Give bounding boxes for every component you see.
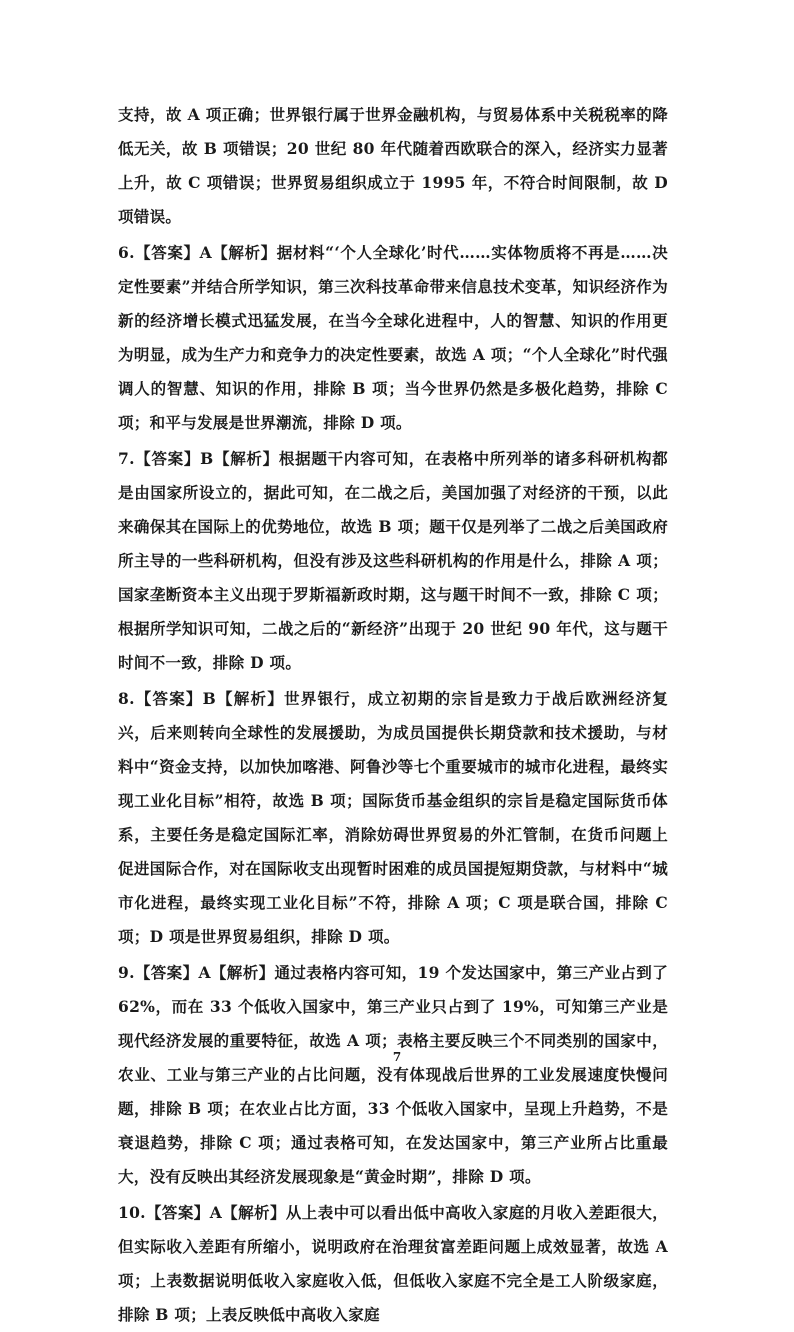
answer-9-paragraph: 9.【答案】A【解析】通过表格内容可知，19 个发达国家中，第三产业占到了 62%，而在 33 个低收入国家中，第三产业只占到了 19%，可知第三产业是现代经济发展的重要特征，故选 A 项；表格主要反映三个不同类别的国家中，农业、工业与第三产业的占比问题，没有体现战后世界的工业发展速度快慢问题，排除 B 项；在农业占比方面，33 个低收入国家中，呈现上升趋势，不是衰退趋势，排除 C 项；通过表格可知，在发达国家中，第三产业所占比重最大，没有反映出其经济发展现象是“黄金时期”，排除 D 项。 xyxy=(118,963,668,1186)
answer-10-paragraph: 10.【答案】A【解析】从上表中可以看出低中高收入家庭的月收入差距很大，但实际收入差距有所缩小，说明政府在治理贫富差距问题上成效显著，故选 A 项；上表数据说明低收入家庭收入低，但低收入家庭不完全是工人阶级家庭，排除 B 项；上表反映低中高收入家庭 xyxy=(118,1203,668,1324)
answer-7-paragraph: 7.【答案】B【解析】根据题干内容可知，在表格中所列举的诸多科研机构都是由国家所设立的，据此可知，在二战之后，美国加强了对经济的干预，以此来确保其在国际上的优势地位，故选 B 项；题干仅是列举了二战之后美国政府所主导的一些科研机构，但没有涉及这些科研机构的作用是什么，排除 A 项；国家垄断资本主义出现于罗斯福新政时期，这与题干时间不一致，排除 C 项；根据所学知识可知，二战之后的“新经济”出现于 20 世纪 90 年代，这与题干时间不一致，排除 D 项。 xyxy=(118,449,668,672)
paragraph-continued: 支持，故 A 项正确；世界银行属于世界金融机构，与贸易体系中关税税率的降低无关，故 B 项错误；20 世纪 80 年代随着西欧联合的深入，经济实力显著上升，故 C 项错误；世界贸易组织成立于 1995 年，不符合时间限制，故 D 项错误。 xyxy=(118,105,668,226)
answer-8-paragraph: 8.【答案】B【解析】世界银行，成立初期的宗旨是致力于战后欧洲经济复兴，后来则转向全球性的发展援助，为成员国提供长期贷款和技术援助，与材料中“资金支持，以加快加喀港、阿鲁沙等七个重要城市的城市化进程，最终实现工业化目标”相符，故选 B 项；国际货币基金组织的宗旨是稳定国际货币体系，主要任务是稳定国际汇率，消除妨碍世界贸易的外汇管制，在货币问题上促进国际合作，对在国际收支出现暂时困难的成员国提短期贷款，与材料中“城市化进程，最终实现工业化目标”不符，排除 A 项；C 项是联合国，排除 C 项；D 项是世界贸易组织，排除 D 项。 xyxy=(118,689,668,946)
answer-6-paragraph: 6.【答案】A【解析】据材料“‘个人全球化’时代……实体物质将不再是……决定性要素”并结合所学知识，第三次科技革命带来信息技术变革，知识经济作为新的经济增长模式迅猛发展，在当今全球化进程中，人的智慧、知识的作用更为明显，成为生产力和竞争力的决定性要素，故选 A 项；“个人全球化”时代强调人的智慧、知识的作用，排除 B 项；当今世界仍然是多极化趋势，排除 C 项；和平与发展是世界潮流，排除 D 项。 xyxy=(118,243,668,432)
page-number: 7 xyxy=(392,1050,402,1064)
